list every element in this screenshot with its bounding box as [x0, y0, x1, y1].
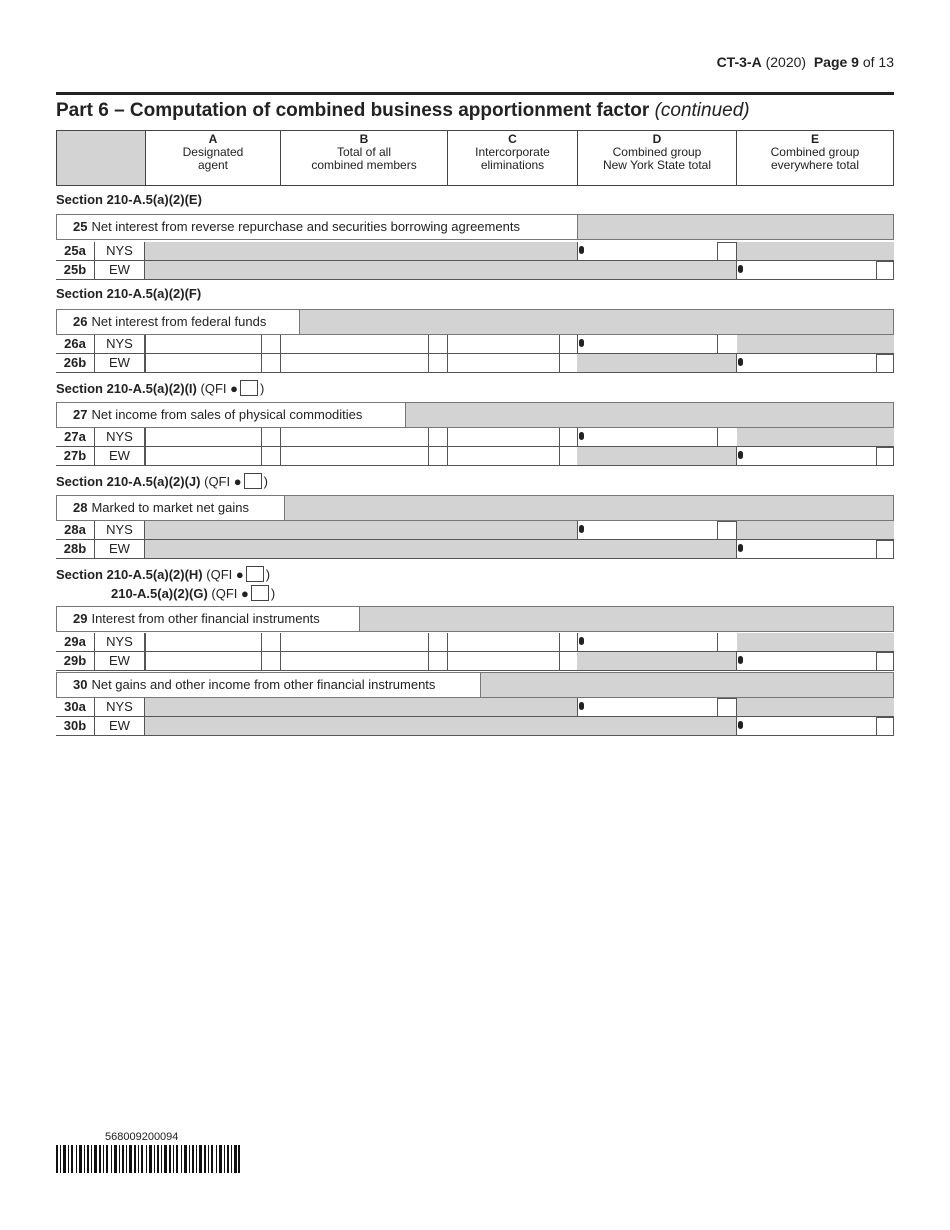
- cents-box[interactable]: [876, 652, 894, 671]
- line-number: 26b: [56, 354, 94, 373]
- cents-box[interactable]: [261, 633, 281, 652]
- line-code: NYS: [94, 633, 145, 652]
- line-27-header: 27 Net income from sales of physical commodities: [56, 402, 894, 428]
- input-29a-b[interactable]: [280, 633, 448, 652]
- cents-box[interactable]: [717, 428, 737, 447]
- column-header-a: A Designated agent: [145, 130, 281, 186]
- barcode-icon: [56, 1145, 240, 1173]
- bullet-icon: [579, 246, 584, 254]
- shaded-cells: [577, 447, 737, 466]
- line-number: 25a: [56, 242, 94, 261]
- line-number: 30b: [56, 717, 94, 736]
- cents-box[interactable]: [428, 428, 448, 447]
- bullet-icon: [738, 721, 743, 729]
- cents-box[interactable]: [559, 447, 578, 466]
- cents-box[interactable]: [428, 335, 448, 354]
- form-year: (2020): [765, 54, 807, 70]
- shaded-cells: [145, 521, 577, 540]
- input-30b-e[interactable]: [736, 717, 894, 736]
- cents-box[interactable]: [717, 242, 737, 261]
- input-25b-e[interactable]: [736, 261, 894, 280]
- column-header-d: D Combined group New York State total: [577, 130, 737, 186]
- bullet-icon: [738, 656, 743, 664]
- qfi-checkbox-j[interactable]: [244, 473, 262, 489]
- input-27b-e[interactable]: [736, 447, 894, 466]
- shaded-cells: [736, 521, 894, 540]
- cents-box[interactable]: [876, 540, 894, 559]
- shaded-cells: [737, 428, 894, 447]
- line-code: EW: [94, 717, 145, 736]
- input-27b-b[interactable]: [280, 447, 448, 466]
- section-heading-g: 210-A.5(a)(2)(G) (QFI ● ): [111, 586, 276, 601]
- section-heading-j: Section 210-A.5(a)(2)(J) (QFI ● ): [56, 474, 268, 489]
- line-29-header: 29 Interest from other financial instruments: [56, 606, 894, 632]
- title-suffix: (continued): [654, 100, 750, 121]
- bullet-icon: [738, 451, 743, 459]
- cents-box[interactable]: [559, 354, 578, 373]
- bullet-icon: [579, 637, 584, 645]
- input-29b-e[interactable]: [736, 652, 894, 671]
- input-27a-d[interactable]: [577, 428, 737, 447]
- cents-box[interactable]: [428, 447, 448, 466]
- shaded-cells: [736, 698, 894, 717]
- cents-box[interactable]: [261, 354, 281, 373]
- line-30-header: 30 Net gains and other income from other financial instruments: [56, 672, 894, 698]
- input-29a-d[interactable]: [577, 633, 737, 652]
- bullet-icon: [579, 339, 584, 347]
- shaded-cells: [145, 261, 737, 280]
- input-28a-d[interactable]: [577, 521, 737, 540]
- cents-box[interactable]: [428, 652, 448, 671]
- line-code: NYS: [94, 521, 145, 540]
- shaded-cells: [145, 717, 737, 736]
- barcode-number: 568009200094: [105, 1131, 179, 1143]
- column-header-blank: [56, 130, 146, 186]
- shaded-cells: [737, 633, 894, 652]
- input-25a-d[interactable]: [577, 242, 737, 261]
- cents-box[interactable]: [876, 447, 894, 466]
- header-rule: [56, 92, 894, 95]
- page-label: Page 9: [813, 54, 859, 70]
- cents-box[interactable]: [876, 261, 894, 280]
- line-25-header: 25 Net interest from reverse repurchase and securities borrowing agreements: [56, 214, 894, 240]
- input-26b-e[interactable]: [736, 354, 894, 373]
- input-30a-d[interactable]: [577, 698, 737, 717]
- shaded-cells: [145, 540, 737, 559]
- cents-box[interactable]: [876, 717, 894, 736]
- cents-box[interactable]: [717, 335, 737, 354]
- input-26b-b[interactable]: [280, 354, 448, 373]
- cents-box[interactable]: [261, 652, 281, 671]
- column-header-e: E Combined group everywhere total: [736, 130, 894, 186]
- cents-box[interactable]: [428, 354, 448, 373]
- line-code: NYS: [94, 242, 145, 261]
- line-number: 30a: [56, 698, 94, 717]
- line-code: NYS: [94, 698, 145, 717]
- section-heading-i: Section 210-A.5(a)(2)(I) (QFI ● ): [56, 381, 265, 396]
- shaded-cells: [145, 698, 577, 717]
- line-number: 27a: [56, 428, 94, 447]
- qfi-checkbox-h[interactable]: [246, 566, 264, 582]
- cents-box[interactable]: [717, 521, 737, 540]
- input-28b-e[interactable]: [736, 540, 894, 559]
- bullet-icon: [579, 432, 584, 440]
- line-number: 27b: [56, 447, 94, 466]
- shaded-cells: [736, 242, 894, 261]
- cents-box[interactable]: [261, 447, 281, 466]
- shaded-cells: [577, 652, 737, 671]
- line-code: NYS: [94, 335, 145, 354]
- cents-box[interactable]: [559, 652, 578, 671]
- cents-box[interactable]: [428, 633, 448, 652]
- line-number: 29a: [56, 633, 94, 652]
- line-code: EW: [94, 354, 145, 373]
- line-code: EW: [94, 447, 145, 466]
- section-heading-f: Section 210-A.5(a)(2)(F): [56, 286, 202, 301]
- column-header-c: C Intercorporate eliminations: [447, 130, 578, 186]
- line-number: 29b: [56, 652, 94, 671]
- input-29b-b[interactable]: [280, 652, 448, 671]
- section-heading-h: Section 210-A.5(a)(2)(H) (QFI ● ): [56, 567, 271, 582]
- cents-box[interactable]: [559, 428, 578, 447]
- shaded-cells: [577, 354, 737, 373]
- cents-box[interactable]: [559, 633, 578, 652]
- line-code: NYS: [94, 428, 145, 447]
- input-27a-b[interactable]: [280, 428, 448, 447]
- input-26a-d[interactable]: [577, 335, 737, 354]
- line-number: 28a: [56, 521, 94, 540]
- shaded-cells: [737, 335, 894, 354]
- line-26-header: 26 Net interest from federal funds: [56, 309, 894, 335]
- column-header-b: B Total of all combined members: [280, 130, 448, 186]
- cents-box[interactable]: [717, 698, 737, 717]
- line-28-header: 28 Marked to market net gains: [56, 495, 894, 521]
- section-heading-e: Section 210-A.5(a)(2)(E): [56, 192, 202, 207]
- bullet-icon: [738, 544, 743, 552]
- page-title: Part 6 – Computation of combined business apportionment factor (continued): [56, 100, 750, 121]
- line-number: 28b: [56, 540, 94, 559]
- input-26a-b[interactable]: [280, 335, 448, 354]
- page-total: of 13: [862, 54, 894, 70]
- line-number: 25b: [56, 261, 94, 280]
- cents-box[interactable]: [717, 633, 737, 652]
- bullet-icon: [738, 358, 743, 366]
- cents-box[interactable]: [261, 335, 281, 354]
- line-code: EW: [94, 261, 145, 280]
- form-number: CT-3-A: [716, 54, 762, 70]
- line-code: EW: [94, 652, 145, 671]
- bullet-icon: [579, 525, 584, 533]
- cents-box[interactable]: [876, 354, 894, 373]
- line-number: 26a: [56, 335, 94, 354]
- qfi-checkbox-i[interactable]: [240, 380, 258, 396]
- cents-box[interactable]: [559, 335, 578, 354]
- shaded-cells: [145, 242, 577, 261]
- bullet-icon: [738, 265, 743, 273]
- qfi-checkbox-g[interactable]: [251, 585, 269, 601]
- line-code: EW: [94, 540, 145, 559]
- bullet-icon: [579, 702, 584, 710]
- page-header: [717, 54, 894, 70]
- cents-box[interactable]: [261, 428, 281, 447]
